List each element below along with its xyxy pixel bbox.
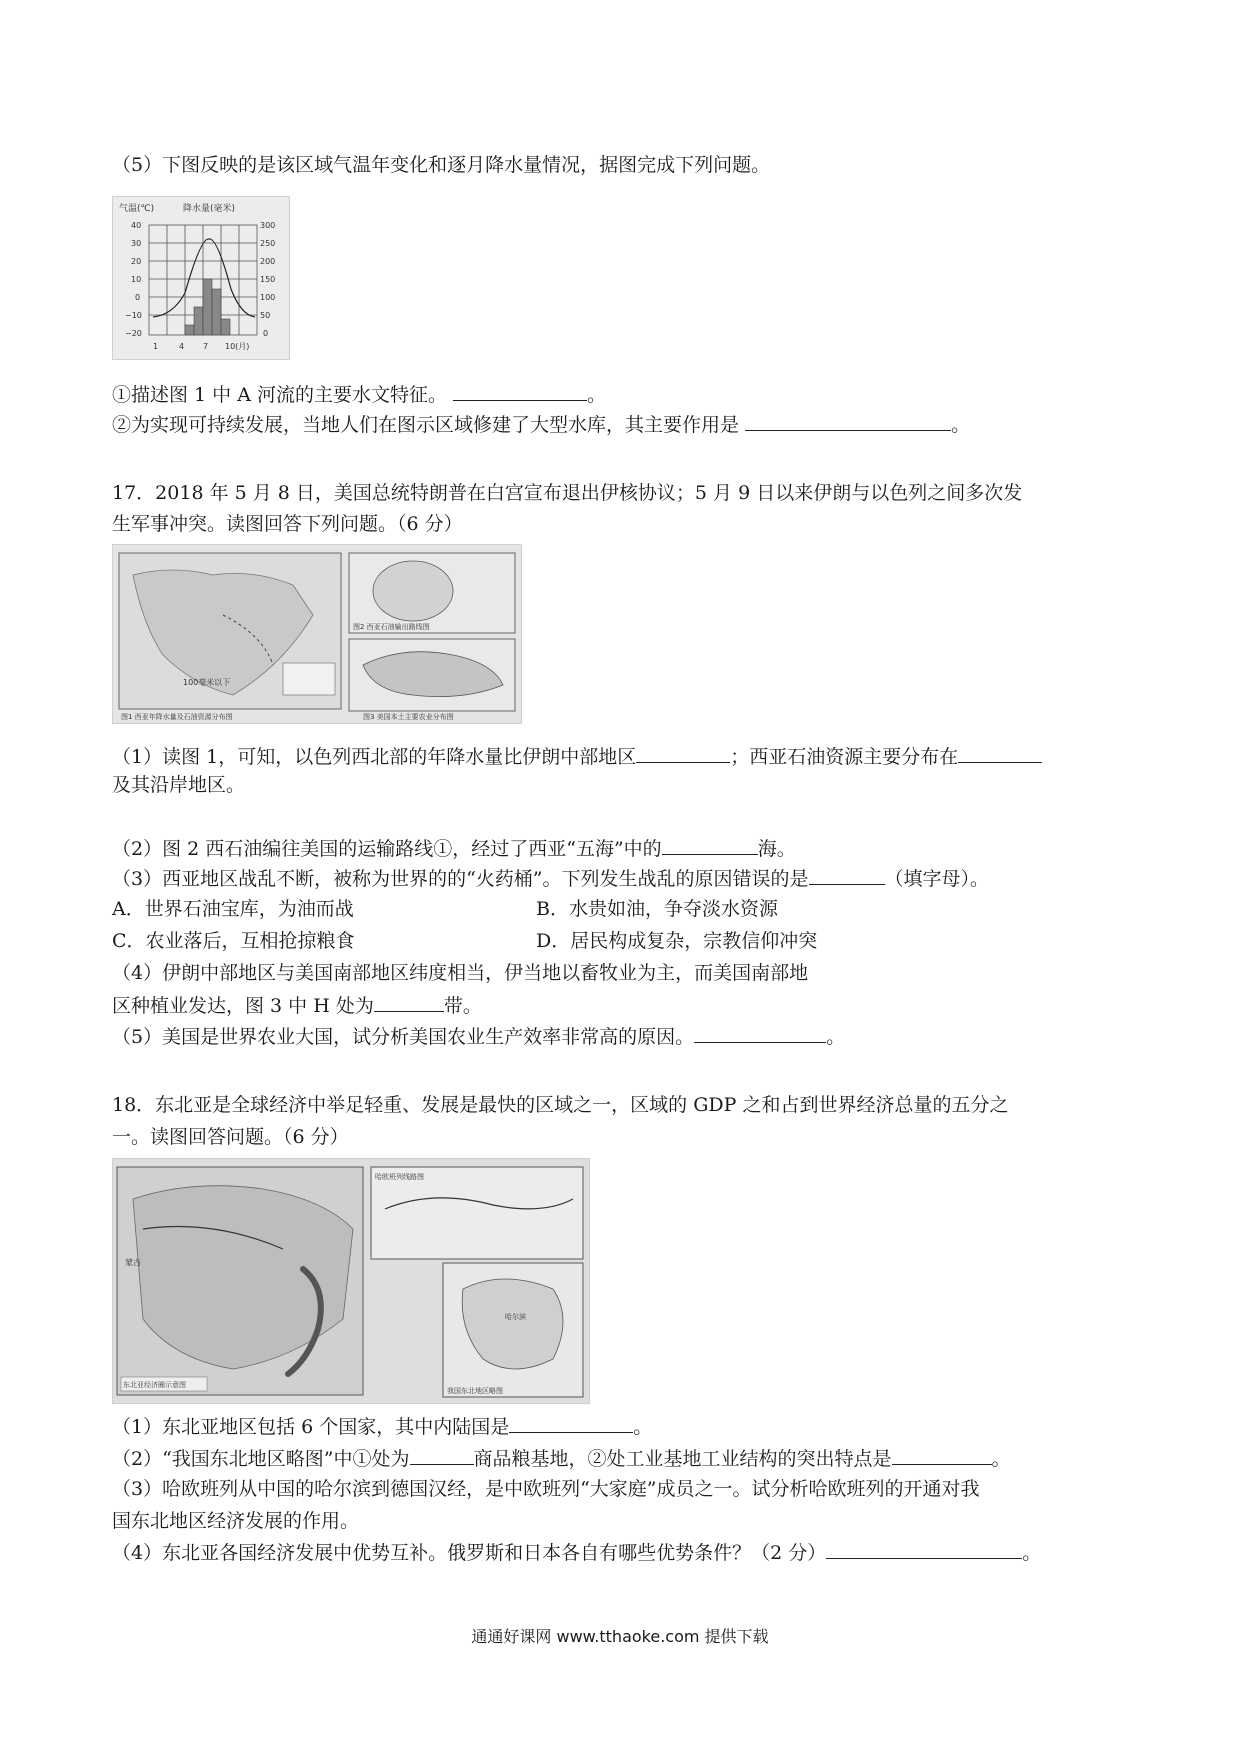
q17-p1-a: （1）读图 1，可知，以色列西北部的年降水量比伊朗中部地区 [112,746,637,768]
svg-text:−20: −20 [125,329,142,338]
q16-sub1-text: ①描述图 1 中 A 河流的主要水文特征。 [112,384,447,406]
q18-p3-line1: （3）哈欧班列从中国的哈尔滨到德国汉经，是中欧班列“大家庭”成员之一。试分析哈欧班列的开通对我 [112,1478,980,1500]
q16-sub2-end: 。 [951,414,971,436]
svg-text:150: 150 [260,275,276,284]
svg-text:20: 20 [131,257,142,266]
q17-p3-blank[interactable] [809,864,885,885]
q18-stem-line2: 一。读图回答问题。（6 分） [112,1126,349,1148]
map2-globe [373,561,453,621]
q18-p2-b: 商品粮基地，②处工业基地工业结构的突出特点是 [473,1448,892,1470]
northeast-asia-maps-svg [113,1159,589,1403]
svg-text:4: 4 [179,342,185,351]
q17-p3-a: （3）西亚地区战乱不断，被称为世界的的“火药桶”。下列发生战乱的原因错误的是 [112,868,809,890]
q16-sub2-blank[interactable] [745,410,951,431]
svg-text:200: 200 [260,257,276,266]
q16-part5-intro: （5）下图反映的是该区域气温年变化和逐月降水量情况，据图完成下列问题。 [112,154,771,176]
q16-sub2-text: ②为实现可持续发展，当地人们在图示区域修建了大型水库，其主要作用是 [112,414,740,436]
q17-p4-line1: （4）伊朗中部地区与美国南部地区纬度相当，伊当地以畜牧业为主，而美国南部地 [112,962,809,984]
map-b-caption: 哈欧班列线路图 [375,1173,424,1181]
q17-option-a[interactable]: A．世界石油宝库，为油而战 [112,898,354,920]
q16-sub1-blank[interactable] [453,380,587,401]
right-ticks [260,221,275,338]
q17-p4-a: 区种植业发达，图 3 中 H 处为 [112,995,374,1017]
map1-caption: 图1 西亚年降水量及石油资源分布图 [121,713,233,721]
q17-option-b[interactable]: B．水贵如油，争夺淡水资源 [536,898,778,920]
climate-chart [112,196,290,360]
map-a-caption: 东北亚经济圈示意图 [123,1381,186,1389]
svg-text:0: 0 [263,329,269,338]
svg-text:100: 100 [260,293,276,302]
q17-p1-b: ；西亚石油资源主要分布在 [730,746,959,768]
q18-p2-blank2[interactable] [892,1444,992,1465]
page-footer: 通通好课网 www.tthaoke.com 提供下载 [471,1627,769,1646]
q18-p1 [112,1412,652,1440]
q18-p4-b: 。 [1022,1542,1042,1564]
q17-p5-b: 。 [826,1026,846,1048]
svg-text:250: 250 [260,239,276,248]
q17-p4-blank[interactable] [374,991,444,1012]
northeast-asia-maps [112,1158,590,1404]
q18-p1-blank[interactable] [509,1412,633,1433]
svg-text:10: 10 [131,275,142,284]
map1-legend [283,663,335,695]
svg-text:0: 0 [135,293,141,302]
q17-p5-a: （5）美国是世界农业大国，试分析美国农业生产效率非常高的原因。 [112,1026,695,1048]
q18-p4 [112,1538,1041,1566]
q18-p1-a: （1）东北亚地区包括 6 个国家，其中内陆国是 [112,1416,510,1438]
left-ticks [125,221,142,338]
temp-axis-label: 气温(℃) [119,204,155,214]
west-asia-maps-svg [113,545,521,723]
map-c-caption: 我国东北地区略图 [447,1387,503,1395]
q17-option-d[interactable]: D．居民构成复杂，宗教信仰冲突 [536,930,818,952]
q17-p5 [112,1022,845,1050]
svg-text:40: 40 [131,221,142,230]
svg-text:1: 1 [153,342,159,351]
q17-option-c[interactable]: C．农业落后，互相抢掠粮食 [112,930,355,952]
q17-p1-line1 [112,742,1042,770]
map2-caption: 图2 西亚石油输出路线图 [353,623,430,631]
q16-sub2 [112,410,970,438]
svg-text:300: 300 [260,221,276,230]
q16-sub1-end: 。 [587,384,607,406]
q17-p1-blank2[interactable] [958,742,1042,763]
x-ticks [153,342,249,351]
climate-chart-svg [113,197,289,359]
q18-p1-b: 。 [633,1416,653,1438]
svg-text:−10: −10 [125,311,142,320]
q18-p2-a: （2）“我国东北地区略图”中①处为 [112,1448,410,1470]
west-asia-maps [112,544,522,724]
q17-p2-b: 海。 [757,838,796,860]
map1-label: 100毫米以下 [183,678,231,687]
q17-p4-b: 带。 [443,995,482,1017]
q17-p3-b: （填字母）。 [884,868,990,890]
svg-text:10(月): 10(月) [225,342,250,351]
q18-p4-a: （4）东北亚各国经济发展中优势互补。俄罗斯和日本各自有哪些优势条件？（2 分） [112,1542,827,1564]
q17-p2 [112,834,796,862]
precip-axis-label: 降水量(毫米) [183,204,236,214]
map-c-harbin-label: 哈尔滨 [505,1313,526,1321]
svg-text:7: 7 [203,342,209,351]
map-a-mongolia-label: 蒙古 [125,1258,141,1267]
q16-sub1 [112,380,606,408]
q18-stem-line1: 18．东北亚是全球经济中举足轻重、发展是最快的区域之一，区域的 GDP 之和占到世界经济总量的五分之 [112,1094,1009,1116]
q18-p4-blank[interactable] [826,1538,1022,1559]
q18-p2-blank1[interactable] [410,1444,474,1465]
q17-p1-blank1[interactable] [636,742,730,763]
q17-p4-line2 [112,991,482,1019]
q17-p2-blank[interactable] [662,834,758,855]
q17-p3 [112,864,989,892]
q17-p5-blank[interactable] [694,1022,826,1043]
q18-p3-line2: 国东北地区经济发展的作用。 [112,1510,360,1532]
map3-caption: 图3 美国本土主要农业分布图 [363,713,454,721]
q17-stem-line2: 生军事冲突。读图回答下列问题。（6 分） [112,513,463,535]
q17-p2-a: （2）图 2 西石油编往美国的运输路线①，经过了西亚“五海”中的 [112,838,662,860]
q18-p2-c: 。 [991,1448,1011,1470]
svg-text:30: 30 [131,239,142,248]
q17-stem-line1: 17．2018 年 5 月 8 日，美国总统特朗普在白宫宣布退出伊核协议；5 月 9 日以来伊朗与以色列之间多次发 [112,482,1023,504]
svg-text:50: 50 [260,311,271,320]
precip-bars [185,279,230,335]
q17-p1-c: 及其沿岸地区。 [112,774,246,796]
q18-p2 [112,1444,1011,1472]
